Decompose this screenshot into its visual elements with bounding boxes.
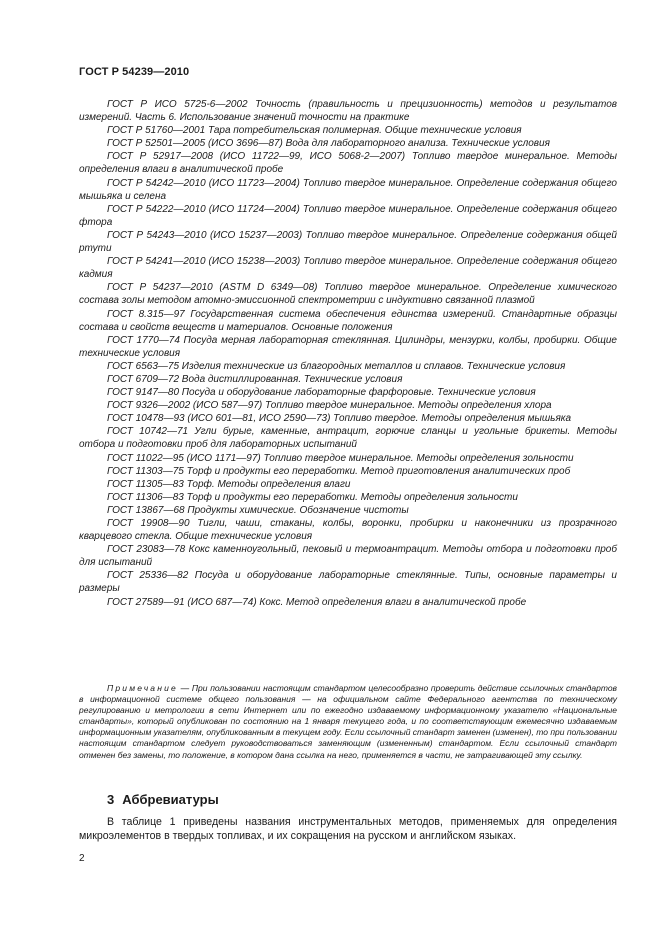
reference-item: ГОСТ 9326—2002 (ИСО 587—97) Топливо твердое минеральное. Методы определения хлора (107, 400, 552, 412)
section-title: Аббревиатуры (122, 792, 219, 807)
reference-item: ГОСТ 23083—78 Кокс каменноугольный, пековый и термоантрацит. Методы отбора и подготовки проб для испытаний (79, 544, 617, 569)
note-label: Примечание (107, 683, 178, 693)
reference-item: ГОСТ 11303—75 Торф и продукты его переработки. Метод приготовления аналитических проб (107, 465, 571, 477)
section-body-text: В таблице 1 приведены названия инструментальных методов, применяемых для определения микроэлементов в твердых топливах, и их сокращения на русском и английском языках. (79, 816, 617, 842)
section-heading (107, 792, 219, 807)
reference-item: ГОСТ 19908—90 Тигли, чаши, стаканы, колбы, воронки, пробирки и наконечники из прозрачного кварцевого стекла. Общие технические условия (79, 518, 617, 543)
reference-item: ГОСТ Р 54222—2010 (ИСО 11724—2004) Топливо твердое минеральное. Определение содержания общего фтора (79, 203, 617, 228)
reference-item: ГОСТ 27589—91 (ИСО 687—74) Кокс. Метод определения влаги в аналитической пробе (107, 596, 527, 608)
reference-item: ГОСТ 13867—68 Продукты химические. Обозначение чистоты (107, 504, 409, 516)
reference-item: ГОСТ 10478—93 (ИСО 601—81, ИСО 2590—73) Топливо твердое. Методы определения мышьяка (107, 413, 572, 425)
reference-item: ГОСТ Р 51760—2001 Тара потребительская полимерная. Общие технические условия (107, 125, 522, 137)
reference-item: ГОСТ Р 54241—2010 (ИСО 15238—2003) Топливо твердое минеральное. Определение содержания общего кадмия (79, 256, 617, 281)
reference-item: ГОСТ 25336—82 Посуда и оборудование лабораторные стеклянные. Типы, основные параметры и размеры (79, 570, 617, 595)
reference-item: ГОСТ Р 52501—2005 (ИСО 3696—87) Вода для лабораторного анализа. Технические условия (107, 138, 550, 150)
page-number: 2 (79, 853, 85, 864)
reference-item: ГОСТ Р 52917—2008 (ИСО 11722—99, ИСО 5068-2—2007) Топливо твердое минеральное. Методы определения влаги в аналитической пробе (79, 151, 617, 176)
reference-item: ГОСТ 1770—74 Посуда мерная лабораторная стеклянная. Цилиндры, мензурки, колбы, пробирки. Общие технические условия (79, 334, 617, 359)
reference-item: ГОСТ 6709—72 Вода дистиллированная. Технические условия (107, 373, 403, 385)
reference-item: ГОСТ 9147—80 Посуда и оборудование лабораторные фарфоровые. Технические условия (107, 387, 536, 399)
note-text: — При пользовании настоящим стандартом целесообразно проверить действие ссылочных стандартов в информационной системе общего пользования — на официальном сайте Федерального агентства по техническому регулированию и метрологии в сети Интернет или по ежегодно издаваемому информационному указателю «Национальные стандарты», который опубликован по состоянию на 1 января текущего года, и по соответствующим ежемесячно издаваемым информационным указателям, опубликованным в текущем году. Если ссылочный стандарт заменен (изменен), то при пользовании настоящим стандартом следует руководствоваться заменяющим (измененным) стандартом. Если ссылочный стандарт отменен без замены, то положение, в котором дана ссылка на него, применяется в части, не затрагивающей эту ссылку. (79, 683, 617, 760)
reference-item: ГОСТ Р 54243—2010 (ИСО 15237—2003) Топливо твердое минеральное. Определение содержания общей ртути (79, 229, 617, 255)
normative-references-list (79, 98, 617, 609)
reference-item: ГОСТ 11305—83 Торф. Методы определения влаги (107, 478, 351, 490)
section-number: 3 (107, 792, 115, 807)
reference-item: ГОСТ 11306—83 Торф и продукты его переработки. Методы определения зольности (107, 491, 518, 503)
reference-item: ГОСТ 8.315—97 Государственная система обеспечения единства измерений. Стандартные образцы состава и свойств веществ и материалов. Основные положения (79, 308, 617, 333)
document-header: ГОСТ Р 54239—2010 (79, 66, 190, 78)
reference-item: ГОСТ Р 54242—2010 (ИСО 11723—2004) Топливо твердое минеральное. Определение содержания общего мышьяка и селена (79, 177, 617, 202)
reference-item: ГОСТ 6563—75 Изделия технические из благородных металлов и сплавов. Технические условия (107, 360, 566, 372)
reference-item: ГОСТ 11022—95 (ИСО 1171—97) Топливо твердое минеральное. Методы определения зольности (107, 452, 574, 464)
reference-item: ГОСТ Р 54237—2010 (ASTM D 6349—08) Топливо твердое минеральное. Определение химического состава золы методом атомно-эмиссионной спектрометрии с индуктивно связанной плазмой (79, 282, 617, 307)
reference-item: ГОСТ Р ИСО 5725-6—2002 Точность (правильность и прецизионность) методов и результатов измерений. Часть 6. Использование значений точности на практике (79, 99, 617, 124)
note-paragraph (79, 683, 617, 761)
reference-item: ГОСТ 10742—71 Угли бурые, каменные, антрацит, горючие сланцы и угольные брикеты. Методы отбора и подготовки проб для лабораторных испытаний (79, 426, 617, 451)
